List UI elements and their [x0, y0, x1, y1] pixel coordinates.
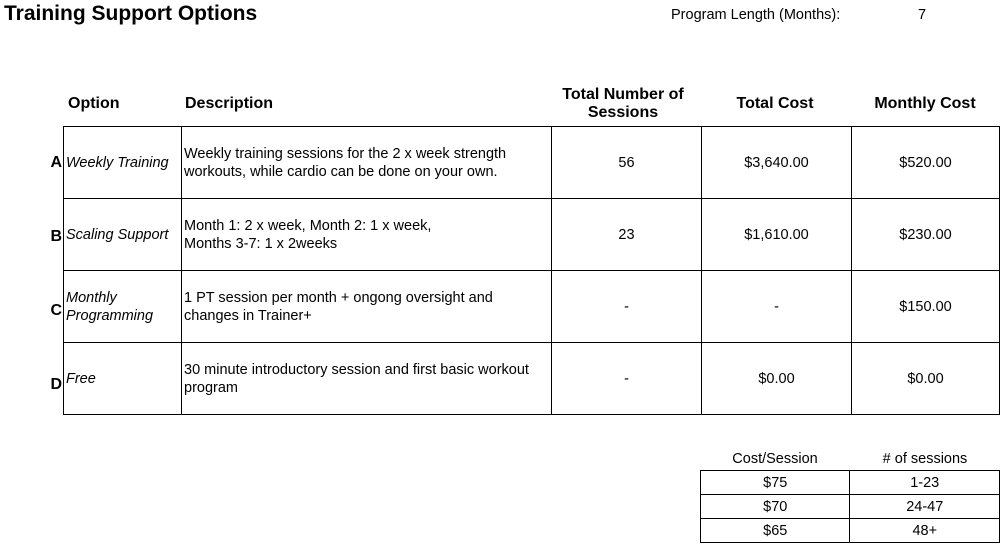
table-row	[64, 199, 1000, 271]
row-letter-c: C	[50, 302, 62, 319]
description-cell[interactable]	[182, 199, 552, 271]
total-cost-cell[interactable]: $0.00	[702, 343, 852, 415]
monthly-cost-cell[interactable]: $150.00	[852, 271, 1000, 343]
session-range-cell[interactable]: 24-47	[850, 495, 1000, 519]
options-table	[63, 126, 1000, 415]
total-cost-cell[interactable]: $3,640.00	[702, 127, 852, 199]
table-row	[701, 471, 1000, 495]
session-range-cell[interactable]: 1-23	[850, 471, 1000, 495]
header-description: Description	[185, 95, 274, 112]
session-range-cell[interactable]: 48+	[850, 519, 1000, 543]
description-cell[interactable]	[182, 127, 552, 199]
pricing-header-cost: Cost/Session	[732, 451, 818, 467]
program-length-label: Program Length (Months):	[671, 7, 841, 23]
table-row	[701, 519, 1000, 543]
option-name: Weekly Training	[66, 154, 169, 171]
option-name: Monthly	[66, 289, 117, 306]
description-cell[interactable]	[182, 343, 552, 415]
page-title: Training Support Options	[4, 2, 258, 25]
sessions-cell[interactable]: 56	[552, 127, 702, 199]
option-cell[interactable]	[64, 343, 182, 415]
pricing-header-sessions: # of sessions	[882, 451, 968, 467]
option-name: Free	[66, 370, 96, 387]
header-monthly-cost: Monthly Cost	[874, 95, 976, 112]
row-letter-b: B	[50, 228, 62, 245]
row-letter-d: D	[50, 376, 62, 393]
sessions-cell[interactable]: 23	[552, 199, 702, 271]
program-length-value[interactable]: 7	[918, 7, 927, 23]
description-cell[interactable]	[182, 271, 552, 343]
header-option: Option	[68, 95, 120, 112]
monthly-cost-cell[interactable]: $230.00	[852, 199, 1000, 271]
monthly-cost-cell[interactable]: $0.00	[852, 343, 1000, 415]
price-cell[interactable]: $65	[701, 519, 850, 543]
table-row	[64, 271, 1000, 343]
table-row	[64, 127, 1000, 199]
description-line2: workouts, while cardio can be done on your own.	[184, 163, 498, 180]
price-cell[interactable]: $75	[701, 471, 850, 495]
option-cell[interactable]	[64, 199, 182, 271]
description-line2: program	[184, 379, 238, 396]
table-row	[701, 495, 1000, 519]
description-line2: Months 3-7: 1 x 2weeks	[184, 235, 338, 252]
description-line1: 1 PT session per month + ongong oversight and	[184, 289, 493, 306]
header-total-cost: Total Cost	[736, 95, 814, 112]
sessions-cell[interactable]: -	[552, 343, 702, 415]
description-line2: changes in Trainer+	[184, 307, 312, 324]
description-line1: 30 minute introductory session and first basic workout	[184, 361, 529, 378]
option-name-line2: Programming	[66, 307, 154, 324]
price-cell[interactable]: $70	[701, 495, 850, 519]
row-letter-a: A	[50, 154, 62, 171]
description-line1: Weekly training sessions for the 2 x week strength	[184, 145, 507, 162]
header-sessions-line1: Total Number of	[562, 86, 684, 103]
option-cell[interactable]	[64, 271, 182, 343]
pricing-table	[700, 470, 1000, 543]
description-line1: Month 1: 2 x week, Month 2: 1 x week,	[184, 217, 432, 234]
option-name: Scaling Support	[66, 226, 169, 243]
sessions-cell[interactable]: -	[552, 271, 702, 343]
header-total-sessions	[552, 86, 694, 122]
monthly-cost-cell[interactable]: $520.00	[852, 127, 1000, 199]
header-sessions-line2: Sessions	[587, 104, 659, 121]
table-row	[64, 343, 1000, 415]
total-cost-cell[interactable]: -	[702, 271, 852, 343]
total-cost-cell[interactable]: $1,610.00	[702, 199, 852, 271]
option-cell[interactable]	[64, 127, 182, 199]
